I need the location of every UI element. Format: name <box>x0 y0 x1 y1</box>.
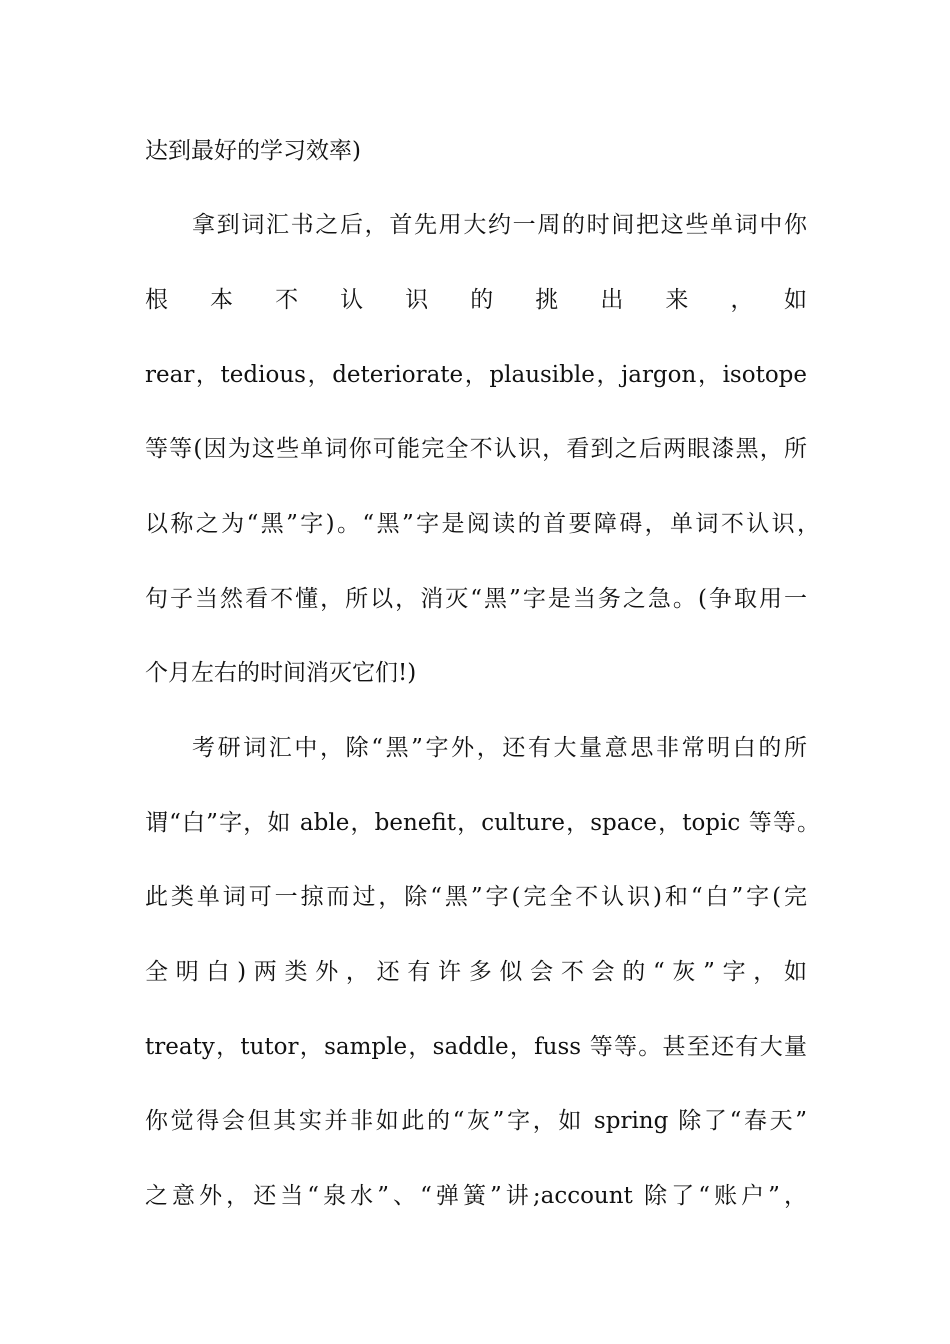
paragraph-first-line: 拿到词汇书之后，首先用大约一周的时间把这些单词中你 <box>192 212 807 238</box>
text-line: 根 本 不 认 识 的 挑 出 来 ， 如 <box>145 287 807 313</box>
paragraph-first-line: 考研词汇中，除“黑”字外，还有大量意思非常明白的所 <box>192 735 807 761</box>
text-line: 句子当然看不懂，所以，消灭“黑”字是当务之急。(争取用一 <box>145 586 807 612</box>
text-line: 个月左右的时间消灭它们!) <box>145 660 417 686</box>
text-line: 达到最好的学习效率) <box>145 138 361 164</box>
text-line: 之意外，还当“泉水”、“弹簧”讲;account 除了“账户”， <box>145 1183 807 1209</box>
text-line: rear，tedious，deteriorate，plausible，jargon，isotope <box>145 362 807 388</box>
text-line: 此类单词可一掠而过，除“黑”字(完全不认识)和“白”字(完 <box>145 884 807 910</box>
text-line: treaty，tutor，sample，saddle，fuss 等等。甚至还有大量 <box>145 1034 807 1060</box>
text-line: 谓“白”字，如 able，benefit，culture，space，topic 等等。 <box>145 810 820 836</box>
text-line: 你觉得会但其实并非如此的“灰”字，如 spring 除了“春天” <box>145 1108 807 1134</box>
text-line: 全明白)两类外，还有许多似会不会的“灰”字，如 <box>145 959 807 985</box>
text-line: 以称之为“黑”字)。“黑”字是阅读的首要障碍，单词不认识， <box>145 511 820 537</box>
text-line: 等等(因为这些单词你可能完全不认识，看到之后两眼漆黑，所 <box>145 436 807 462</box>
